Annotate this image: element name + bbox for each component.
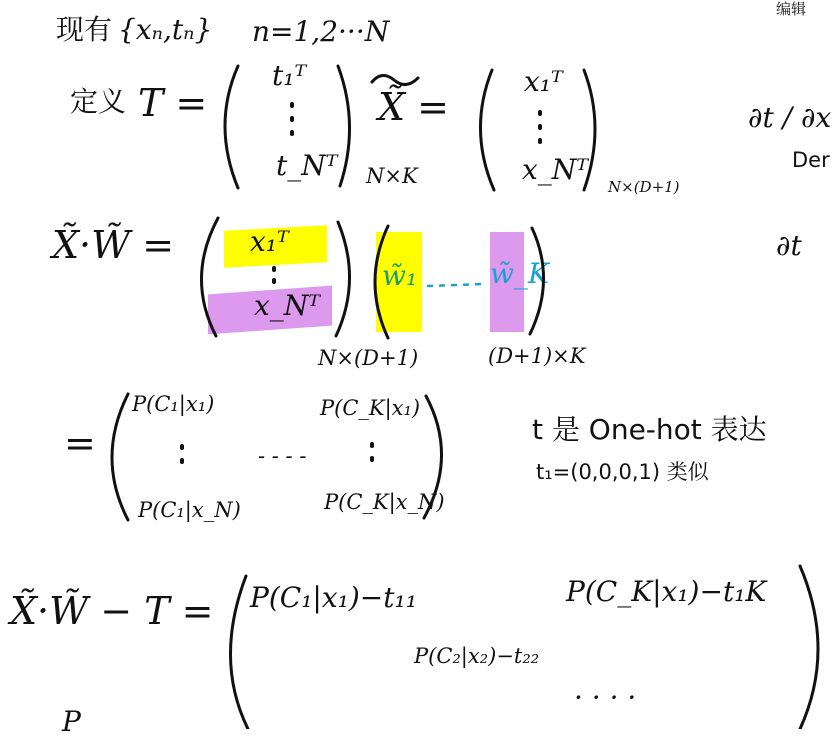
- diff-left-paren: [230, 576, 248, 729]
- prob-left-paren: [112, 394, 128, 520]
- T-left-paren: [225, 66, 238, 188]
- onehot-line1: t 是 One-hot 表达: [532, 413, 767, 446]
- diff-lhs: X̃·W̃ − T =: [10, 589, 214, 633]
- product-col1: w̃₁: [382, 259, 418, 292]
- product-colK: w̃_K: [490, 257, 549, 290]
- product-right-paren: [336, 222, 350, 336]
- prob-right-paren: [424, 396, 442, 518]
- side-partial-2: ∂t: [776, 229, 802, 262]
- X-right-paren: [584, 70, 595, 190]
- product-rowN: x_Nᵀ: [254, 289, 321, 322]
- corner-note: 编辑: [776, 0, 807, 18]
- diff-e11: P(C₁|x₁)−t₁₁: [250, 581, 417, 614]
- W-right-paren: [530, 228, 544, 334]
- T-bottom-entry: t_Nᵀ: [276, 149, 338, 182]
- prob-a1k: P(C_K|x₁): [320, 396, 421, 420]
- prob-eq: =: [64, 421, 96, 465]
- diff-e1k: P(C_K|x₁)−t₁K: [566, 575, 767, 608]
- product-dim-left: N×(D+1): [318, 346, 419, 370]
- prob-ank: P(C_K|x_N): [324, 490, 445, 514]
- side-der: Der: [792, 148, 830, 172]
- X-bottom-entry: x_Nᵀ: [522, 153, 589, 186]
- X-tilde-mark: [372, 75, 418, 84]
- prob-an1: P(C₁|x_N): [138, 498, 241, 522]
- given-range: n=1,2···N: [252, 15, 390, 48]
- diff-dots: · · · ·: [574, 681, 637, 714]
- T-right-paren: [338, 66, 350, 186]
- side-partial: ∂t / ∂x: [748, 101, 832, 134]
- prob-dots: - - - -: [258, 444, 307, 468]
- product-dim-right: (D+1)×K: [488, 344, 586, 368]
- given-prefix: 现有: [56, 13, 113, 46]
- X-left-paren: [480, 70, 494, 190]
- prob-a11: P(C₁|x₁): [132, 392, 215, 416]
- product-left-paren: [201, 218, 218, 336]
- onehot-line2: t₁=(0,0,0,1) 类似: [536, 460, 709, 484]
- T-lhs: T =: [138, 81, 208, 125]
- W-dotted-line: [428, 284, 484, 286]
- X-dimension: N×(D+1): [608, 178, 680, 196]
- diff-cut-entry: P: [62, 705, 81, 738]
- define-label: 定义: [70, 85, 127, 118]
- X-top-entry: x₁ᵀ: [524, 65, 563, 98]
- W-left-paren: [375, 226, 388, 338]
- given-set: {xₙ,tₙ}: [118, 13, 213, 46]
- T-dimension: N×K: [366, 164, 418, 188]
- diff-right-paren: [800, 566, 818, 729]
- X-lhs: X̃ =: [378, 85, 449, 129]
- diff-e22: P(C₂|x₂)−t₂₂: [414, 644, 540, 668]
- product-lhs: X̃·W̃ =: [52, 223, 175, 267]
- product-row1: x₁ᵀ: [250, 225, 289, 258]
- T-top-entry: t₁ᵀ: [272, 59, 307, 92]
